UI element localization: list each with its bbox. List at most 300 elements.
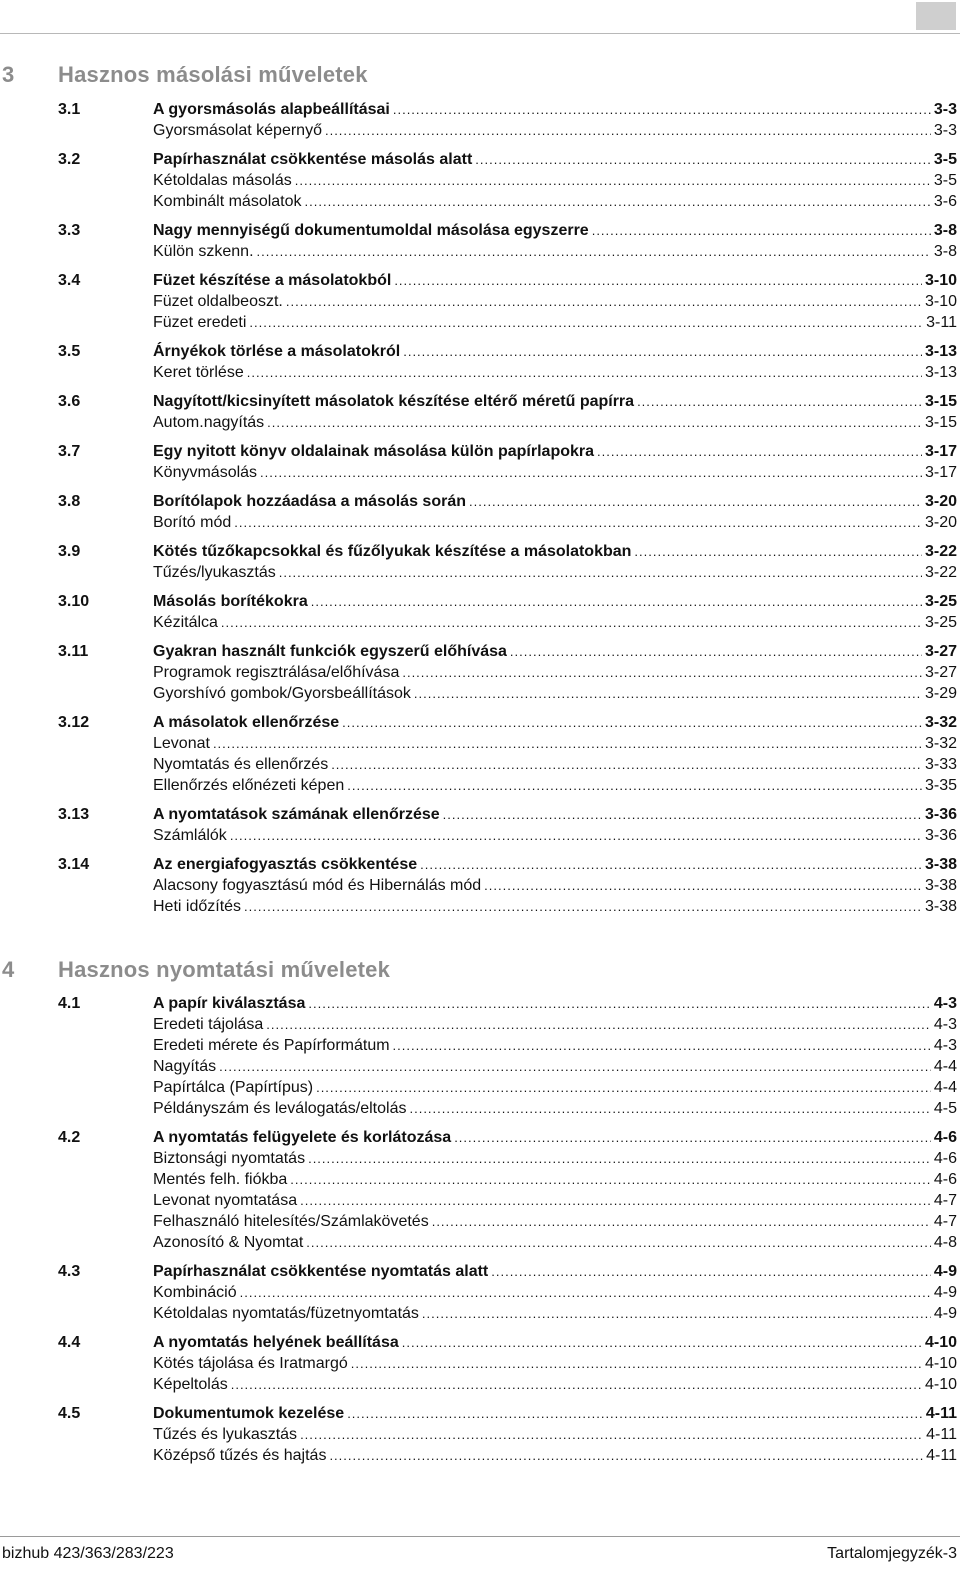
section-page: 3-32	[924, 714, 957, 731]
subentry	[153, 462, 957, 483]
footer-rule	[0, 1536, 960, 1537]
subentry-page: 4-7	[933, 1213, 957, 1230]
section-entry	[153, 712, 957, 733]
toc-subentry[interactable]	[0, 120, 960, 141]
section-page: 3-13	[924, 343, 957, 360]
dot-leader	[295, 170, 931, 191]
subentry	[153, 291, 957, 312]
section-entry	[153, 99, 957, 120]
toc-section-entry[interactable]	[0, 1261, 960, 1282]
section-title: Egy nyitott könyv oldalainak másolása külön papírlapokra	[153, 443, 595, 460]
dot-leader	[420, 854, 922, 875]
section-page: 3-5	[933, 151, 957, 168]
section-entry	[153, 1403, 957, 1424]
section-title: A másolatok ellenőrzése	[153, 714, 340, 731]
section-number: 3.4	[58, 272, 81, 289]
dot-leader	[510, 641, 922, 662]
chapter-number: 3	[2, 62, 15, 87]
subentry-page: 4-11	[926, 1447, 957, 1464]
dot-leader	[347, 775, 922, 796]
subentry	[153, 733, 957, 754]
section-number: 3.2	[58, 151, 81, 168]
toc-section-entry[interactable]	[0, 491, 960, 512]
dot-leader	[244, 896, 922, 917]
toc-section-entry[interactable]	[0, 854, 960, 875]
section-number: 4.2	[58, 1129, 81, 1146]
subentry-title: Nyomtatás és ellenőrzés	[153, 756, 329, 773]
chapter-title: Hasznos másolási műveletek	[58, 62, 368, 87]
toc-section-entry[interactable]	[0, 641, 960, 662]
subentry-page: 3-10	[924, 293, 957, 310]
section-entry	[153, 804, 957, 825]
dot-leader	[329, 1445, 923, 1466]
subentry-title: Füzet oldalbeoszt.	[153, 293, 283, 310]
header-rule	[0, 33, 960, 34]
section-entry	[153, 391, 957, 412]
section-number: 3.6	[58, 393, 81, 410]
dot-leader	[249, 312, 923, 333]
toc-subentry[interactable]	[0, 662, 960, 683]
section-entry	[153, 1332, 957, 1353]
section-title: Nagyított/kicsinyített másolatok készítése eltérő méretű papírra	[153, 393, 635, 410]
toc-subentry[interactable]	[0, 1035, 960, 1056]
dot-leader	[266, 1014, 931, 1035]
subentry	[153, 562, 957, 583]
toc-section-entry[interactable]	[0, 1127, 960, 1148]
section-number: 3.3	[58, 222, 81, 239]
subentry-title: Heti időzítés	[153, 898, 242, 915]
toc-section-entry[interactable]	[0, 1403, 960, 1424]
section-number: 3.7	[58, 443, 81, 460]
dot-leader	[637, 391, 922, 412]
section-page: 3-22	[924, 543, 957, 560]
subentry-title: Ellenőrzés előnézeti képen	[153, 777, 345, 794]
subentry-page: 4-4	[933, 1079, 957, 1096]
subentry-page: 4-6	[933, 1171, 957, 1188]
subentry	[153, 1353, 957, 1374]
section-entry	[153, 1127, 957, 1148]
subentry	[153, 612, 957, 633]
subentry-page: 3-6	[933, 193, 957, 210]
dot-leader	[475, 149, 931, 170]
section-number: 3.1	[58, 101, 81, 118]
subentry-title: Számlálók	[153, 827, 227, 844]
header-corner-tab	[916, 2, 956, 30]
dot-leader	[267, 412, 922, 433]
subentry	[153, 754, 957, 775]
subentry-title: Nagyítás	[153, 1058, 217, 1075]
section-number: 3.11	[58, 643, 89, 660]
subentry	[153, 1445, 957, 1466]
subentry	[153, 512, 957, 533]
section-title: A gyorsmásolás alapbeállításai	[153, 101, 390, 118]
subentry	[153, 191, 957, 212]
subentry	[153, 120, 957, 141]
subentry-page: 4-5	[933, 1100, 957, 1117]
subentry	[153, 362, 957, 383]
section-title: Az energiafogyasztás csökkentése	[153, 856, 418, 873]
subentry-page: 3-29	[924, 685, 957, 702]
subentry-title: Tűzés és lyukasztás	[153, 1426, 298, 1443]
toc-subentry[interactable]	[0, 1445, 960, 1466]
section-entry	[153, 993, 957, 1014]
section-page: 3-25	[924, 593, 957, 610]
dot-leader	[351, 1353, 922, 1374]
subentry	[153, 412, 957, 433]
toc-subentry[interactable]	[0, 1014, 960, 1035]
subentry	[153, 683, 957, 704]
subentry-page: 4-3	[933, 1037, 957, 1054]
dot-leader	[305, 191, 931, 212]
subentry-page: 4-4	[933, 1058, 957, 1075]
subentry-title: Eredeti tájolása	[153, 1016, 264, 1033]
subentry-title: Kombináció	[153, 1284, 237, 1301]
dot-leader	[342, 712, 922, 733]
dot-leader	[219, 1056, 931, 1077]
section-title: Nagy mennyiségű dokumentumoldal másolása egyszerre	[153, 222, 589, 239]
subentry-page: 3-13	[924, 364, 957, 381]
subentry	[153, 1424, 957, 1445]
subentry-page: 4-10	[924, 1376, 957, 1393]
dot-leader	[469, 491, 922, 512]
toc-section-entry[interactable]	[0, 99, 960, 120]
section-entry	[153, 491, 957, 512]
subentry-title: Kötés tájolása és Iratmargó	[153, 1355, 348, 1372]
section-title: Papírhasználat csökkentése nyomtatás alatt	[153, 1263, 489, 1280]
section-title: Papírhasználat csökkentése másolás alatt	[153, 151, 473, 168]
subentry	[153, 1056, 957, 1077]
subentry	[153, 775, 957, 796]
subentry-page: 4-3	[933, 1016, 957, 1033]
subentry-title: Biztonsági nyomtatás	[153, 1150, 306, 1167]
dot-leader	[402, 1332, 922, 1353]
section-title: Borítólapok hozzáadása a másolás során	[153, 493, 466, 510]
subentry	[153, 241, 957, 262]
dot-leader	[230, 825, 922, 846]
section-page: 3-20	[924, 493, 957, 510]
subentry-page: 4-6	[933, 1150, 957, 1167]
subentry-title: Kézitálca	[153, 614, 218, 631]
toc-subentry[interactable]	[0, 1148, 960, 1169]
subentry-title: Képeltolás	[153, 1376, 228, 1393]
subentry-page: 4-9	[933, 1305, 957, 1322]
dot-leader	[409, 1098, 930, 1119]
toc-subentry[interactable]	[0, 612, 960, 633]
section-number: 4.4	[58, 1334, 81, 1351]
section-title: Gyakran használt funkciók egyszerű előhívása	[153, 643, 507, 660]
toc-section-entry[interactable]	[0, 993, 960, 1014]
footer-page-label: Tartalomjegyzék-3	[827, 1545, 957, 1562]
subentry-page: 3-33	[924, 756, 957, 773]
section-page: 3-38	[924, 856, 957, 873]
subentry-title: Tűzés/lyukasztás	[153, 564, 276, 581]
dot-leader	[260, 462, 922, 483]
dot-leader	[454, 1127, 931, 1148]
toc-subentry[interactable]	[0, 1211, 960, 1232]
subentry-title: Példányszám és leválogatás/eltolás	[153, 1100, 407, 1117]
dot-leader	[279, 562, 922, 583]
section-entry	[153, 1261, 957, 1282]
toc-chapter-4	[0, 993, 960, 1466]
section-entry	[153, 220, 957, 241]
toc-section-entry[interactable]	[0, 391, 960, 412]
chapter-title: Hasznos nyomtatási műveletek	[58, 957, 391, 982]
chapter-number: 4	[2, 957, 15, 982]
subentry-page: 3-15	[924, 414, 957, 431]
dot-leader	[240, 1282, 931, 1303]
section-title: Másolás borítékokra	[153, 593, 308, 610]
toc-section-entry[interactable]	[0, 441, 960, 462]
toc-subentry[interactable]	[0, 1077, 960, 1098]
dot-leader	[316, 1077, 931, 1098]
subentry-title: Autom.nagyítás	[153, 414, 265, 431]
toc-section-entry[interactable]	[0, 804, 960, 825]
subentry	[153, 1098, 957, 1119]
section-entry	[153, 641, 957, 662]
dot-leader	[257, 241, 931, 262]
dot-leader	[286, 291, 922, 312]
subentry	[153, 1077, 957, 1098]
toc-subentry[interactable]	[0, 683, 960, 704]
subentry-page: 3-3	[933, 122, 957, 139]
subentry-title: Felhasználó hitelesítés/Számlakövetés	[153, 1213, 429, 1230]
toc-subentry[interactable]	[0, 412, 960, 433]
toc-section-entry[interactable]	[0, 591, 960, 612]
dot-leader	[308, 1148, 931, 1169]
subentry-title: Füzet eredeti	[153, 314, 247, 331]
toc-subentry[interactable]	[0, 733, 960, 754]
toc-subentry[interactable]	[0, 1303, 960, 1324]
dot-leader	[422, 1303, 931, 1324]
toc-chapter-3	[0, 99, 960, 917]
dot-leader	[592, 220, 931, 241]
toc-subentry[interactable]	[0, 1190, 960, 1211]
dot-leader	[308, 993, 931, 1014]
dot-leader	[491, 1261, 931, 1282]
toc-subentry[interactable]	[0, 1056, 960, 1077]
toc-subentry[interactable]	[0, 170, 960, 191]
toc-subentry[interactable]	[0, 191, 960, 212]
section-title: A nyomtatás helyének beállítása	[153, 1334, 399, 1351]
dot-leader	[213, 733, 922, 754]
subentry	[153, 1303, 957, 1324]
section-title: A papír kiválasztása	[153, 995, 306, 1012]
section-entry	[153, 441, 957, 462]
subentry	[153, 1014, 957, 1035]
subentry	[153, 312, 957, 333]
subentry-title: Levonat	[153, 735, 210, 752]
dot-leader	[231, 1374, 922, 1395]
toc-subentry[interactable]	[0, 1353, 960, 1374]
dot-leader	[443, 804, 922, 825]
subentry	[153, 1374, 957, 1395]
toc-section-entry[interactable]	[0, 149, 960, 170]
subentry-title: Könyvmásolás	[153, 464, 258, 481]
toc-section-entry[interactable]	[0, 1332, 960, 1353]
section-page: 3-15	[924, 393, 957, 410]
dot-leader	[325, 120, 931, 141]
subentry	[153, 896, 957, 917]
section-number: 3.14	[58, 856, 90, 873]
footer-product: bizhub 423/363/283/223	[2, 1545, 174, 1562]
section-title: Árnyékok törlése a másolatokról	[153, 343, 401, 360]
dot-leader	[394, 270, 922, 291]
subentry	[153, 1148, 957, 1169]
section-title: Kötés tűzőkapcsokkal és fűzőlyukak készítése a másolatokban	[153, 543, 632, 560]
toc-subentry[interactable]	[0, 241, 960, 262]
toc-subentry[interactable]	[0, 896, 960, 917]
section-page: 3-10	[924, 272, 957, 289]
section-page: 4-9	[933, 1263, 957, 1280]
subentry	[153, 1282, 957, 1303]
dot-leader	[597, 441, 922, 462]
toc-subentry[interactable]	[0, 1282, 960, 1303]
section-title: Füzet készítése a másolatokból	[153, 272, 392, 289]
subentry-page: 4-7	[933, 1192, 957, 1209]
subentry-title: Kombinált másolatok	[153, 193, 302, 210]
dot-leader	[311, 591, 922, 612]
dot-leader	[484, 875, 922, 896]
section-number: 4.1	[58, 995, 81, 1012]
section-number: 3.13	[58, 806, 90, 823]
subentry-page: 3-32	[924, 735, 957, 752]
subentry-title: Kétoldalas nyomtatás/füzetnyomtatás	[153, 1305, 419, 1322]
subentry-page: 3-8	[933, 243, 957, 260]
dot-leader	[300, 1424, 923, 1445]
section-title: Dokumentumok kezelése	[153, 1405, 345, 1422]
dot-leader	[403, 341, 922, 362]
dot-leader	[393, 1035, 931, 1056]
dot-leader	[331, 754, 922, 775]
subentry-page: 4-9	[933, 1284, 957, 1301]
dot-leader	[300, 1190, 931, 1211]
subentry-page: 3-35	[924, 777, 957, 794]
subentry-title: Papírtálca (Papírtípus)	[153, 1079, 314, 1096]
subentry-title: Levonat nyomtatása	[153, 1192, 298, 1209]
section-page: 4-6	[933, 1129, 957, 1146]
toc-subentry[interactable]	[0, 312, 960, 333]
subentry-page: 4-8	[933, 1234, 957, 1251]
subentry-page: 3-20	[924, 514, 957, 531]
toc-subentry[interactable]	[0, 362, 960, 383]
dot-leader	[402, 662, 922, 683]
dot-leader	[432, 1211, 931, 1232]
section-title: A nyomtatás felügyelete és korlátozása	[153, 1129, 452, 1146]
section-page: 3-3	[933, 101, 957, 118]
dot-leader	[247, 362, 922, 383]
dot-leader	[393, 99, 931, 120]
dot-leader	[234, 512, 922, 533]
subentry	[153, 662, 957, 683]
subentry	[153, 1211, 957, 1232]
section-number: 4.5	[58, 1405, 81, 1422]
subentry	[153, 1169, 957, 1190]
subentry-page: 3-11	[926, 314, 957, 331]
subentry-page: 4-10	[924, 1355, 957, 1372]
subentry-title: Eredeti mérete és Papírformátum	[153, 1037, 390, 1054]
toc-section-entry[interactable]	[0, 712, 960, 733]
subentry-title: Gyorshívó gombok/Gyorsbeállítások	[153, 685, 411, 702]
toc-subentry[interactable]	[0, 512, 960, 533]
subentry-title: Programok regisztrálása/előhívása	[153, 664, 400, 681]
toc-subentry[interactable]	[0, 291, 960, 312]
toc-section-entry[interactable]	[0, 220, 960, 241]
subentry	[153, 170, 957, 191]
toc-subentry[interactable]	[0, 825, 960, 846]
section-number: 3.12	[58, 714, 90, 731]
subentry	[153, 875, 957, 896]
section-page: 4-3	[933, 995, 957, 1012]
subentry	[153, 1232, 957, 1253]
subentry	[153, 1190, 957, 1211]
dot-leader	[290, 1169, 931, 1190]
subentry	[153, 1035, 957, 1056]
toc-subentry[interactable]	[0, 1232, 960, 1253]
section-entry	[153, 149, 957, 170]
subentry-title: Kétoldalas másolás	[153, 172, 292, 189]
toc-section-entry[interactable]	[0, 541, 960, 562]
toc-subentry[interactable]	[0, 875, 960, 896]
toc-section-entry[interactable]	[0, 341, 960, 362]
section-entry	[153, 591, 957, 612]
section-entry	[153, 270, 957, 291]
dot-leader	[634, 541, 922, 562]
section-entry	[153, 541, 957, 562]
toc-subentry[interactable]	[0, 562, 960, 583]
section-page: 3-8	[933, 222, 957, 239]
subentry-page: 3-22	[924, 564, 957, 581]
subentry-page: 3-5	[933, 172, 957, 189]
toc-subentry[interactable]	[0, 754, 960, 775]
toc-subentry[interactable]	[0, 1169, 960, 1190]
toc-section-entry[interactable]	[0, 270, 960, 291]
toc-subentry[interactable]	[0, 775, 960, 796]
subentry-page: 3-27	[924, 664, 957, 681]
subentry-page: 3-25	[924, 614, 957, 631]
section-page: 3-36	[924, 806, 957, 823]
subentry-page: 4-11	[926, 1426, 957, 1443]
subentry-title: Gyorsmásolat képernyő	[153, 122, 322, 139]
section-page: 4-10	[924, 1334, 957, 1351]
section-number: 3.8	[58, 493, 81, 510]
section-number: 3.10	[58, 593, 90, 610]
subentry-title: Alacsony fogyasztású mód és Hibernálás mód	[153, 877, 482, 894]
section-page: 3-17	[924, 443, 957, 460]
toc-subentry[interactable]	[0, 462, 960, 483]
section-number: 3.5	[58, 343, 81, 360]
subentry-title: Borító mód	[153, 514, 232, 531]
toc-subentry[interactable]	[0, 1424, 960, 1445]
section-number: 4.3	[58, 1263, 81, 1280]
section-number: 3.9	[58, 543, 81, 560]
section-entry	[153, 341, 957, 362]
dot-leader	[414, 683, 922, 704]
subentry	[153, 825, 957, 846]
subentry-page: 3-38	[924, 877, 957, 894]
section-page: 3-27	[924, 643, 957, 660]
subentry-title: Azonosító & Nyomtat	[153, 1234, 304, 1251]
toc-subentry[interactable]	[0, 1098, 960, 1119]
subentry-page: 3-36	[924, 827, 957, 844]
subentry-title: Keret törlése	[153, 364, 244, 381]
dot-leader	[306, 1232, 931, 1253]
section-entry	[153, 854, 957, 875]
subentry-page: 3-17	[924, 464, 957, 481]
subentry-title: Mentés felh. fiókba	[153, 1171, 288, 1188]
toc-subentry[interactable]	[0, 1374, 960, 1395]
section-page: 4-11	[925, 1405, 957, 1422]
subentry-title: Középső tűzés és hajtás	[153, 1447, 327, 1464]
